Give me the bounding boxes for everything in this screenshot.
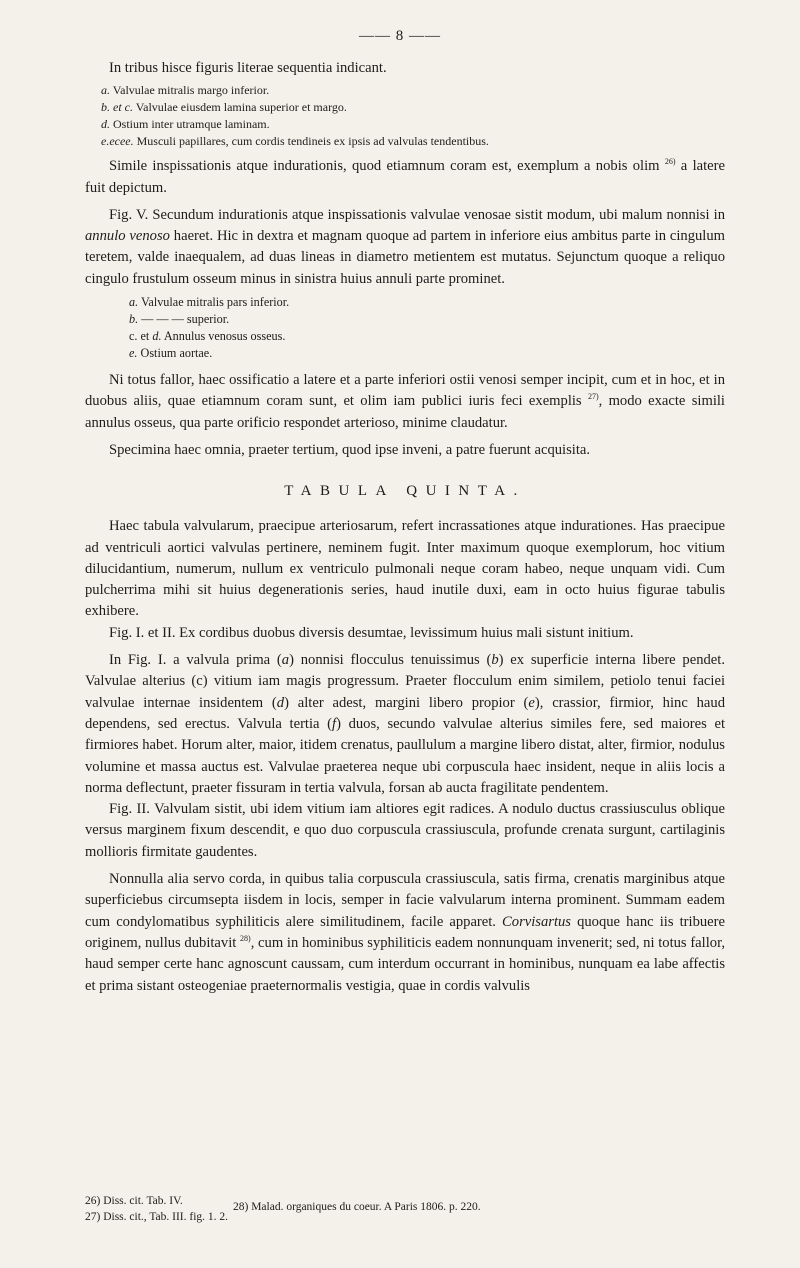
emphasis: annulo venoso	[85, 228, 170, 245]
emphasis: e	[528, 694, 535, 711]
legend-item	[129, 345, 725, 362]
intro-paragraph: In tribus hisce figuris literae sequentia indicant.	[109, 60, 387, 76]
legend-item	[101, 133, 725, 150]
legend-key: b.	[129, 312, 139, 327]
footnote-27: 27) Diss. cit., Tab. III. fig. 1. 2.	[85, 1211, 229, 1223]
text-run: Fig. V. Secundum indurationis atque inspissationis valvulae venosae sistit modum, ubi malum nonnisi in	[109, 206, 725, 223]
legend-key: e.	[129, 346, 138, 361]
text-run: quoque hanc iis tribuere originem, nullus dubitavit	[85, 913, 725, 951]
legend-key: e.ecee.	[101, 134, 134, 149]
legend-key: d.	[101, 117, 110, 132]
legend-text: Valvulae mitralis margo inferior.	[112, 83, 270, 98]
legend-item	[101, 82, 725, 99]
text-run: In Fig. I. a valvula prima (	[109, 652, 282, 669]
legend-text: — — — superior.	[141, 312, 230, 327]
text-run: ) ex superficie interna libere pendet. Valvulae alterius (c) vitium iam magis progressum. Praeter flocculum enim similem, petiolo tenui faciei valvulae internae insidentem (	[85, 652, 725, 711]
text-run: ) alter adest, margini libero propior (	[284, 694, 529, 711]
emphasis: a	[281, 652, 290, 669]
legend-key: a.	[129, 295, 139, 310]
specimina-paragraph: Specimina haec omnia, praeter tertium, quod ipse inveni, a patre fuerunt acquisita.	[109, 441, 591, 458]
text-run: ), crassior, firmior, hinc haud dependens, sed erectus. Valvula tertia (	[85, 694, 725, 732]
text-run: Nonnulla alia servo corda, in quibus talia corpuscula crassiuscula, satis firma, crenatis marginibus atque superficiebus circumsepta iisdem in locis, semper in facie valvularum interna prominent. Summam eadem cum condylomatibus syphiliticis alere similitudinem, facile apparet.	[85, 871, 725, 930]
nonnulla-paragraph	[85, 869, 725, 997]
footnote-26: 26) Diss. cit. Tab. IV.	[85, 1195, 183, 1207]
legend-text: Annulus venosus osseus.	[163, 329, 286, 344]
legend-text: Valvulae mitralis pars inferior.	[140, 295, 290, 310]
text-run: a latere fuit depictum.	[85, 158, 725, 196]
tabula-paragraph: Haec tabula valvularum, praecipue arteriosarum, refert incrassationes atque indurationes. Has praecipue ad ventriculi aortici valvulas pertinere, neminem fugit. Inter maximum quoque exemplorum, hoc vitium dilucidantium, numerum, nullum ex ventriculo pulmonali neque coram habeo, neque unquam vidi. Cum pulcherrima mihi sit huius degenerationis series, haud inutile duxi, eam in octo huius figurae tabulis exhibere.	[85, 518, 725, 620]
legend-item	[101, 99, 725, 116]
footnotes-left	[85, 1193, 228, 1225]
footnote-ref: 28)	[240, 933, 251, 943]
fig1-detail-paragraph	[85, 650, 725, 799]
fig2-paragraph: Fig. II. Valvulam sistit, ubi idem vitium iam altiores egit radices. A nodulo ductus crassiusculus oblique versus marginem fixum descendit, e quo duo corpuscula crassiuscula, profunde crenata surgunt, cartilaginis mollioris firmitate gaudentes.	[85, 801, 725, 860]
legend-key: d.	[152, 329, 162, 344]
fig12-paragraph: Fig. I. et II. Ex cordibus duobus diversis desumtae, levissimum huius mali sistunt initium.	[109, 624, 634, 641]
legend-item	[129, 311, 725, 328]
legend-text: Ostium aortae.	[140, 346, 213, 361]
ni-paragraph	[85, 370, 725, 434]
text-run: Simile inspissationis atque indurationis, quod etiamnum coram est, exemplum a nobis olim	[109, 158, 665, 175]
text-run: ) nonnisi flocculus tenuissimus (	[289, 652, 492, 669]
text-run: Ni totus fallor, haec ossificatio a latere et a parte inferiori ostii venosi semper incipit, cum et in hoc, et in duobus aliis, quae etiamnum coram sunt, et olim iam publici iuris feci exemplis	[85, 372, 725, 410]
legend-fig5	[129, 294, 725, 362]
text-body	[85, 58, 725, 997]
emphasis: b	[491, 652, 499, 669]
simile-paragraph	[85, 156, 725, 199]
legend-item	[101, 116, 725, 133]
footnote-28: 28) Malad. organiques du coeur. A Paris 1806. p. 220.	[233, 1201, 481, 1213]
legend-item	[129, 294, 725, 311]
emphasis: Corvisartus	[502, 913, 571, 930]
legend-item	[129, 328, 725, 345]
text-run: , cum in hominibus syphiliticis eadem nonnunquam invenerit; sed, ni totus fallor, haud semper certe hanc agnoscunt caussam, cum interdum occurrant in hominibus, nunquam ea labe affectis et prima sistant osteogeniae praeternormalis vestigia, quae in cordis valvulis	[85, 934, 725, 994]
text-run: , modo exacte simili annulus osseus, qua parte orificio respondet arterioso, minime claudatur.	[85, 393, 725, 431]
legend-key: a.	[101, 83, 110, 98]
legend-text: Ostium inter utramque laminam.	[113, 117, 270, 132]
legend-text: Musculi papillares, cum cordis tendineis ex ipsis ad valvulas tendentibus.	[136, 134, 489, 149]
page-number: —— 8 ——	[359, 28, 441, 44]
legend-key: b. et c.	[101, 100, 133, 115]
section-heading: TABULA QUINTA.	[284, 483, 526, 500]
emphasis: d	[276, 694, 285, 711]
legend-key: c. et	[129, 329, 150, 344]
legend-figures	[101, 82, 725, 150]
footnote-ref: 27)	[587, 392, 599, 402]
footnote-ref: 26)	[664, 157, 676, 167]
fig5-paragraph	[85, 205, 725, 290]
emphasis: f	[332, 715, 337, 732]
text-run: ) duos, secundo valvulae alterius similes fere, sed maiores et firmiores habet. Horum alter, maior, itidem crenatus, paullulum a margine libero distat, alter, firmior, nodulus volumine et massa auctus est. Valvulae praeterea neque ubi corpuscula haec insident, neque in aliis locis a norma deflectunt, praeter fissuram in tertia valvula, forsan ab aucta fragilitate pendentem.	[85, 715, 725, 796]
text-run: haeret. Hic in dextra et magnam quoque ad partem in inferiore eius ambitus parte in cingulum teretem, valde inaequalem, ad duas lineas in diametro metientem est mutatus. Sejunctum quoque a reliquo cingulo frustulum osseum minus in sinistra huius annuli parte prominet.	[85, 228, 725, 287]
legend-text: Valvulae eiusdem lamina superior et margo.	[135, 100, 347, 115]
